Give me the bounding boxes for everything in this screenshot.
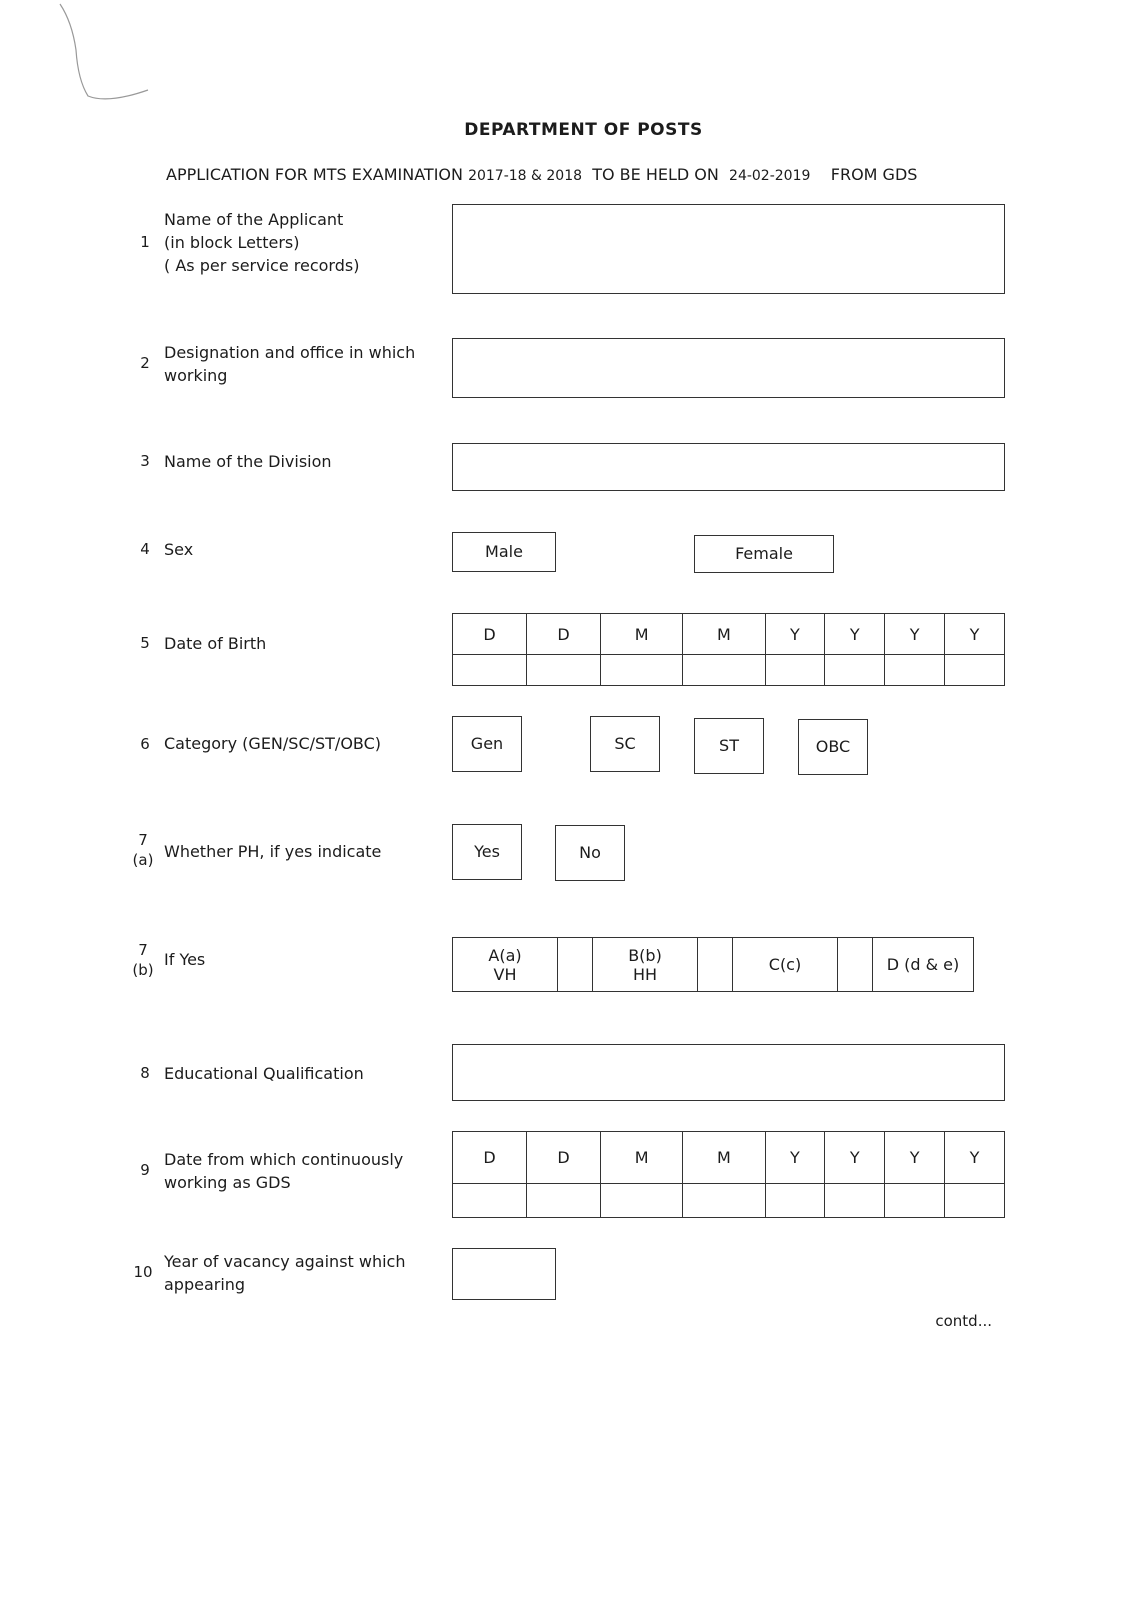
ph-type-a-sublabel: VH — [493, 964, 517, 984]
subtitle-text-c: FROM GDS — [830, 165, 918, 184]
field-4-number: 4 — [140, 540, 150, 558]
gds-day-1-header: D — [453, 1132, 527, 1184]
dob-month-1-input[interactable] — [601, 655, 683, 686]
gds-year-4-header: Y — [945, 1132, 1005, 1184]
field-7b-label: If Yes — [164, 950, 206, 969]
ph-type-d-option[interactable]: D (d & e) — [873, 938, 974, 992]
field-4-label: Sex — [164, 540, 194, 559]
field-7b-number-sub: (b) — [132, 961, 154, 979]
field-7a-number-sub: (a) — [132, 851, 154, 869]
ph-type-a-checkbox[interactable] — [558, 938, 593, 992]
field-10-label-line2: appearing — [164, 1275, 246, 1294]
field-9-label — [164, 1148, 403, 1194]
pen-mark — [58, 0, 158, 110]
field-3-number: 3 — [140, 452, 150, 470]
field-9-label-line2: working as GDS — [164, 1173, 291, 1192]
dob-month-2-input[interactable] — [683, 655, 765, 686]
dob-year-4-input[interactable] — [945, 655, 1005, 686]
field-10-number: 10 — [133, 1263, 153, 1281]
field-8-number: 8 — [140, 1064, 150, 1082]
dob-year-1-header: Y — [765, 614, 825, 655]
applicant-name-input[interactable] — [452, 204, 1005, 294]
ph-yes-option[interactable]: Yes — [452, 824, 522, 880]
category-st-option[interactable]: ST — [694, 718, 764, 774]
gds-month-2-header: M — [683, 1132, 765, 1184]
gds-day-1-input[interactable] — [453, 1184, 527, 1218]
field-7a-number — [128, 830, 158, 870]
gds-year-4-input[interactable] — [945, 1184, 1005, 1218]
field-1-label-line3: ( As per service records) — [164, 256, 360, 275]
field-7a-label: Whether PH, if yes indicate — [164, 842, 382, 861]
division-input[interactable] — [452, 443, 1005, 491]
sex-male-option[interactable]: Male — [452, 532, 556, 572]
subtitle-text-b: TO BE HELD ON — [592, 165, 719, 184]
category-gen-option[interactable]: Gen — [452, 716, 522, 772]
field-6-number: 6 — [140, 735, 150, 753]
gds-day-2-input[interactable] — [527, 1184, 601, 1218]
dob-month-2-header: M — [683, 614, 765, 655]
field-9-number: 9 — [140, 1161, 150, 1179]
ph-type-b-label: B(b) — [628, 945, 662, 965]
dob-year-4-header: Y — [945, 614, 1005, 655]
exam-date: 24-02-2019 — [729, 168, 811, 184]
ph-type-grid — [452, 937, 974, 992]
gds-year-2-input[interactable] — [825, 1184, 885, 1218]
field-1-label — [164, 208, 359, 277]
continued-note: contd... — [935, 1312, 992, 1330]
dob-day-1-input[interactable] — [453, 655, 527, 686]
field-7b-number-main: 7 — [138, 941, 148, 959]
category-obc-option[interactable]: OBC — [798, 719, 868, 775]
vacancy-year-input[interactable] — [452, 1248, 556, 1300]
ph-no-option[interactable]: No — [555, 825, 625, 881]
ph-type-a-option[interactable] — [453, 938, 558, 992]
gds-month-1-input[interactable] — [601, 1184, 683, 1218]
dob-day-2-input[interactable] — [527, 655, 601, 686]
gds-year-1-input[interactable] — [765, 1184, 825, 1218]
field-5-label: Date of Birth — [164, 634, 267, 653]
dob-year-3-input[interactable] — [885, 655, 945, 686]
field-6-label: Category (GEN/SC/ST/OBC) — [164, 734, 382, 753]
subtitle-text-a: APPLICATION FOR MTS EXAMINATION — [166, 165, 463, 184]
field-5-number: 5 — [140, 634, 150, 652]
ph-type-c-checkbox[interactable] — [838, 938, 873, 992]
department-heading: DEPARTMENT OF POSTS — [464, 120, 703, 140]
gds-date-grid — [452, 1131, 1005, 1218]
ph-type-a-label: A(a) — [488, 945, 522, 965]
education-input[interactable] — [452, 1044, 1005, 1101]
dob-year-3-header: Y — [885, 614, 945, 655]
dob-month-1-header: M — [601, 614, 683, 655]
gds-year-2-header: Y — [825, 1132, 885, 1184]
subtitle-years: 2017-18 & 2018 — [468, 168, 583, 184]
gds-month-2-input[interactable] — [683, 1184, 765, 1218]
dob-grid — [452, 613, 1005, 686]
dob-year-2-header: Y — [825, 614, 885, 655]
field-2-label-line1: Designation and office in which — [164, 343, 416, 362]
field-3-label: Name of the Division — [164, 452, 332, 471]
dob-day-2-header: D — [527, 614, 601, 655]
field-8-label: Educational Qualification — [164, 1064, 364, 1083]
gds-day-2-header: D — [527, 1132, 601, 1184]
gds-year-1-header: Y — [765, 1132, 825, 1184]
gds-month-1-header: M — [601, 1132, 683, 1184]
field-2-label-line2: working — [164, 366, 228, 385]
ph-type-b-sublabel: HH — [632, 964, 658, 984]
ph-type-b-checkbox[interactable] — [698, 938, 733, 992]
form-subtitle — [166, 165, 917, 184]
field-9-label-line1: Date from which continuously — [164, 1150, 404, 1169]
ph-type-b-option[interactable] — [593, 938, 698, 992]
designation-office-input[interactable] — [452, 338, 1005, 398]
field-7b-number — [128, 940, 158, 980]
field-2-number: 2 — [140, 354, 150, 372]
field-10-label-line1: Year of vacancy against which — [164, 1252, 406, 1271]
sex-female-option[interactable]: Female — [694, 535, 834, 573]
gds-year-3-input[interactable] — [885, 1184, 945, 1218]
field-2-label — [164, 341, 415, 387]
dob-year-2-input[interactable] — [825, 655, 885, 686]
field-1-number: 1 — [140, 233, 150, 251]
ph-type-c-option[interactable]: C(c) — [733, 938, 838, 992]
field-10-label — [164, 1250, 406, 1296]
gds-year-3-header: Y — [885, 1132, 945, 1184]
field-1-label-line1: Name of the Applicant — [164, 210, 344, 229]
category-sc-option[interactable]: SC — [590, 716, 660, 772]
dob-year-1-input[interactable] — [765, 655, 825, 686]
field-7a-number-main: 7 — [138, 831, 148, 849]
field-1-label-line2: (in block Letters) — [164, 233, 300, 252]
dob-day-1-header: D — [453, 614, 527, 655]
